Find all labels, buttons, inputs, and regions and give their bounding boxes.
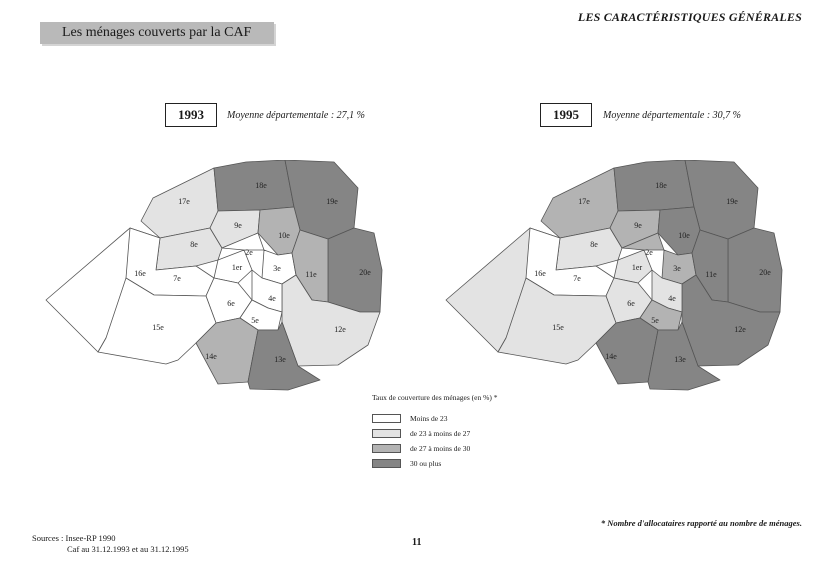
- section-title: LES CARACTÉRISTIQUES GÉNÉRALES: [577, 10, 802, 24]
- legend-item: [372, 411, 497, 425]
- legend-item: [372, 441, 497, 455]
- arrondissement-label-3e: 3e: [273, 264, 281, 273]
- arrondissement-label-15e: 15e: [552, 323, 564, 332]
- legend-swatch: [372, 444, 401, 453]
- arrondissement-label-12e: 12e: [734, 325, 746, 334]
- arrondissement-label-14e: 14e: [205, 352, 217, 361]
- legend-item: [372, 456, 497, 470]
- arrondissement-label-12e: 12e: [334, 325, 346, 334]
- legend-label: 30 ou plus: [410, 458, 442, 468]
- map-1995-svg: [438, 160, 790, 400]
- arrondissement-label-6e: 6e: [227, 299, 235, 308]
- arrondissement-label-18e: 18e: [655, 181, 667, 190]
- arrondissement-label-7e: 7e: [573, 274, 581, 283]
- arrondissement-label-3e: 3e: [673, 264, 681, 273]
- arrondissement-label-14e: 14e: [605, 352, 617, 361]
- sources-line-1: Sources : Insee-RP 1990: [32, 533, 116, 543]
- average-1993: Moyenne départementale : 27,1 %: [227, 110, 366, 121]
- map-1995: [438, 160, 790, 400]
- year-box-1995: 1995: [540, 103, 592, 127]
- arrondissement-label-16e: 16e: [534, 269, 546, 278]
- arrondissement-label-20e: 20e: [759, 268, 771, 277]
- map-1993: [38, 160, 390, 400]
- legend-title: Taux de couverture des ménages (en %) *: [372, 393, 498, 402]
- arrondissement-label-2e: 2e: [645, 248, 653, 257]
- page-title-banner: [40, 22, 274, 44]
- legend-label: Moins de 23: [410, 413, 448, 423]
- arrondissement-18e: [614, 160, 694, 211]
- arrondissement-label-1er: 1er: [631, 263, 643, 272]
- average-1995: Moyenne départementale : 30,7 %: [603, 110, 742, 121]
- year-box-1993: 1993: [165, 103, 217, 127]
- arrondissement-label-10e: 10e: [678, 231, 690, 240]
- legend-label: de 23 à moins de 27: [410, 428, 471, 438]
- arrondissement-label-8e: 8e: [190, 240, 198, 249]
- legend-item: [372, 426, 497, 440]
- legend-swatch: [372, 429, 401, 438]
- arrondissement-20e: [728, 228, 782, 312]
- legend-swatch: [372, 459, 401, 468]
- legend: [372, 393, 497, 471]
- sources: [32, 533, 189, 555]
- map-1993-svg: [38, 160, 390, 400]
- arrondissement-20e: [328, 228, 382, 312]
- arrondissement-label-4e: 4e: [668, 294, 676, 303]
- arrondissement-18e: [214, 160, 294, 211]
- arrondissement-label-19e: 19e: [326, 197, 338, 206]
- arrondissement-label-20e: 20e: [359, 268, 371, 277]
- sources-line-2: Caf au 31.12.1993 et au 31.12.1995: [67, 544, 189, 554]
- arrondissement-label-17e: 17e: [578, 197, 590, 206]
- arrondissement-label-1er: 1er: [231, 263, 243, 272]
- arrondissement-label-9e: 9e: [634, 221, 642, 230]
- legend-swatch: [372, 414, 401, 423]
- arrondissement-label-7e: 7e: [173, 274, 181, 283]
- arrondissement-label-8e: 8e: [590, 240, 598, 249]
- arrondissement-label-10e: 10e: [278, 231, 290, 240]
- arrondissement-label-13e: 13e: [274, 355, 286, 364]
- arrondissement-label-5e: 5e: [251, 316, 259, 325]
- page-title: Les ménages couverts par la CAF: [62, 25, 252, 40]
- arrondissement-label-2e: 2e: [245, 248, 253, 257]
- arrondissement-label-16e: 16e: [134, 269, 146, 278]
- arrondissement-label-18e: 18e: [255, 181, 267, 190]
- page-number: 11: [412, 537, 422, 548]
- arrondissement-label-13e: 13e: [674, 355, 686, 364]
- arrondissement-label-5e: 5e: [651, 316, 659, 325]
- arrondissement-label-9e: 9e: [234, 221, 242, 230]
- footnote: * Nombre d'allocataires rapporté au nombre de ménages.: [600, 518, 802, 528]
- arrondissement-label-4e: 4e: [268, 294, 276, 303]
- legend-label: de 27 à moins de 30: [410, 443, 471, 453]
- arrondissement-label-17e: 17e: [178, 197, 190, 206]
- arrondissement-label-15e: 15e: [152, 323, 164, 332]
- arrondissement-label-11e: 11e: [305, 270, 317, 279]
- arrondissement-label-19e: 19e: [726, 197, 738, 206]
- arrondissement-label-11e: 11e: [705, 270, 717, 279]
- arrondissement-label-6e: 6e: [627, 299, 635, 308]
